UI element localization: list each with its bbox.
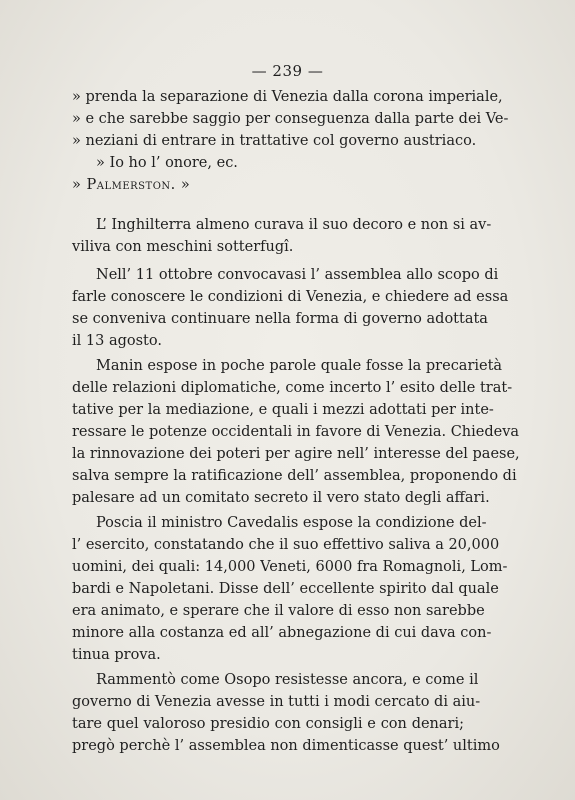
paragraph-line: tare quel valoroso presidio con consigli e con denari;	[72, 716, 464, 732]
paragraph-line: viliva con meschini sotterfugî.	[72, 239, 294, 255]
paragraph-line: se conveniva continuare nella forma di governo adottata	[72, 311, 488, 327]
paragraph-line: tinua prova.	[72, 647, 161, 663]
paragraph-line: Rammentò come Osopo resistesse ancora, e come il	[96, 672, 479, 688]
quote-line: » prenda la separazione di Venezia dalla corona imperiale,	[72, 89, 503, 105]
page-text	[72, 86, 520, 757]
paragraph-line: minore alla costanza ed all’ abnegazione di cui dava con-	[72, 625, 492, 641]
paragraph-line: tative per la mediazione, e quali i mezzi adottati per inte-	[72, 402, 494, 418]
paragraph-line: Nell’ 11 ottobre convocavasi l’ assemblea allo scopo di	[96, 267, 499, 283]
paragraph-line: era animato, e sperare che il valore di esso non sarebbe	[72, 603, 485, 619]
paragraph-line: Manin espose in poche parole quale fosse la precarietà	[96, 358, 503, 374]
paragraph-line: pregò perchè l’ assemblea non dimenticasse quest’ ultimo	[72, 738, 500, 754]
paragraph-line: la rinnovazione dei poteri per agire nell’ interesse del paese,	[72, 446, 520, 462]
paragraph-line: Poscia il ministro Cavedalis espose la condizione del-	[96, 515, 487, 531]
paragraph-line: uomini, dei quali: 14,000 Veneti, 6000 fra Romagnoli, Lom-	[72, 559, 508, 575]
quote-line: » neziani di entrare in trattative col governo austriaco.	[72, 133, 477, 149]
page-number: — 239 —	[251, 62, 324, 80]
paragraph-line: farle conoscere le condizioni di Venezia, e chiedere ad essa	[72, 289, 509, 305]
quote-signature: » Palmerston. »	[72, 177, 191, 193]
paragraph-line: L’ Inghilterra almeno curava il suo decoro e non si av-	[96, 217, 492, 233]
paragraph-line: palesare ad un comitato secreto il vero stato degli affari.	[72, 490, 490, 506]
paragraph-line: l’ esercito, constatando che il suo effettivo saliva a 20,000	[72, 537, 500, 553]
quote-line: » e che sarebbe saggio per conseguenza dalla parte dei Ve-	[72, 111, 509, 127]
paragraph-line: salva sempre la ratificazione dell’ assemblea, proponendo di	[72, 468, 517, 484]
paragraph-line: delle relazioni diplomatiche, come incerto l’ esito delle trat-	[72, 380, 513, 396]
paragraph-line: governo di Venezia avesse in tutti i modi cercato di aiu-	[72, 694, 481, 710]
paragraph-line: ressare le potenze occidentali in favore di Venezia. Chiedeva	[72, 424, 520, 440]
quote-closing: » Io ho l’ onore, ec.	[96, 155, 238, 171]
paragraph-line: il 13 agosto.	[72, 333, 162, 349]
paragraph-line: bardi e Napoletani. Disse dell’ eccellente spirito dal quale	[72, 581, 499, 597]
